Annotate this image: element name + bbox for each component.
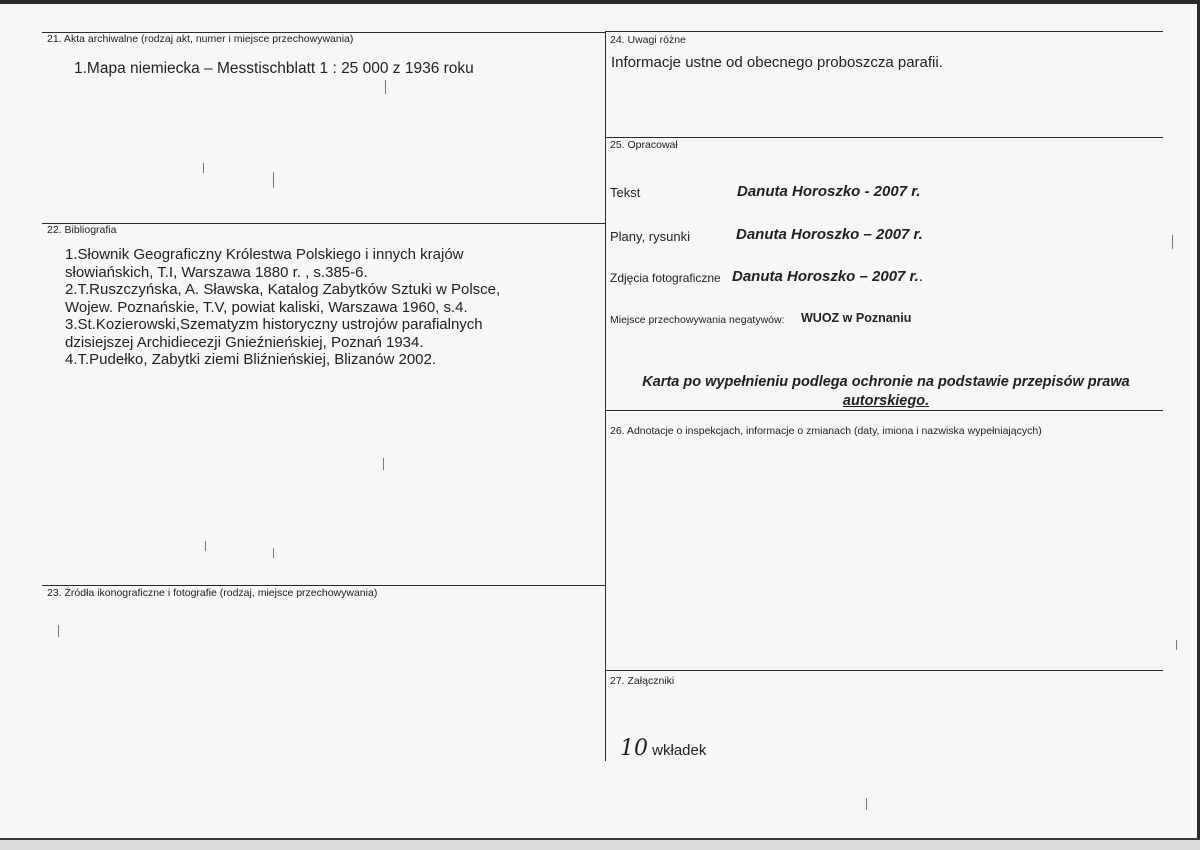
section-21-label: 21. Akta archiwalne (rodzaj akt, numer i miejsce przechowywania) (47, 33, 354, 45)
divider-24-25 (605, 137, 1163, 138)
tekst-label: Tekst (610, 185, 641, 200)
scan-speck (58, 625, 59, 637)
copyright-line-2: autorskiego. (842, 393, 930, 409)
scan-speck (866, 798, 867, 810)
section-21-content: 1.Mapa niemiecka – Messtischblatt 1 : 25 000 z 1936 roku (74, 60, 474, 77)
bibliography-entry-continuation: słowiańskich, T.I, Warszawa 1880 r. , s.385-6. (65, 263, 368, 281)
scan-speck (203, 163, 204, 173)
bibliography-entry-continuation: Wojew. Poznańskie, T.V, powiat kaliski, Warszawa 1960, s.4. (65, 298, 468, 316)
bibliography-entry (65, 281, 500, 316)
bibliography-entry-continuation: dzisiejszej Archidiecezji Gnieźnieńskiej, Poznań 1934. (65, 333, 424, 351)
attachments-text: wkładek (652, 742, 707, 759)
bibliography-entry-line: 2.T.Ruszczyńska, A. Sławska, Katalog Zabytków Sztuki w Polsce, (65, 281, 501, 298)
section-22-label: 22. Bibliografia (47, 224, 117, 236)
zdjecia-suffix: . (918, 268, 923, 285)
scan-speck (1172, 235, 1173, 249)
plany-label: Plany, rysunki (610, 229, 690, 244)
attachments-count: 10 (620, 736, 648, 761)
scan-edge-bottom-line (0, 838, 1200, 840)
zdjecia-label: Zdjęcia fotograficzne (610, 271, 721, 285)
divider-22-23 (42, 585, 605, 586)
tekst-value: Danuta Horoszko - 2007 r. (737, 183, 921, 200)
scan-speck (385, 80, 386, 94)
scan-speck (273, 548, 274, 558)
miejsce-value: WUOZ w Poznaniu (801, 311, 912, 325)
copyright-line-1: Karta po wypełnieniu podlega ochronie na podstawie przepisów prawa (642, 374, 1130, 390)
attachments-content (620, 736, 706, 761)
copyright-notice (610, 373, 1162, 411)
bibliography-list (65, 246, 500, 369)
bibliography-entry (65, 316, 500, 351)
section-24-content: Informacje ustne od obecnego proboszcza parafii. (611, 54, 943, 71)
bibliography-entry-line: 4.T.Pudełko, Zabytki ziemi Bliźnieńskiej, Blizanów 2002. (65, 351, 437, 368)
section-26-label: 26. Adnotacje o inspekcjach, informacje o zmianach (daty, imiona i nazwiska wypełniających) (610, 425, 1042, 437)
divider-26-27 (605, 670, 1163, 671)
section-24-label: 24. Uwagi różne (610, 34, 686, 46)
section-27-label: 27. Załączniki (610, 675, 675, 687)
top-rule-right (605, 31, 1163, 32)
bibliography-entry (65, 246, 500, 281)
scan-speck (273, 172, 274, 188)
section-25-label: 25. Opracował (610, 139, 678, 151)
section-23-label: 23. Źródła ikonograficzne i fotografie (rodzaj, miejsce przechowywania) (47, 587, 378, 599)
bibliography-entry (65, 351, 500, 369)
bibliography-entry-line: 3.St.Kozierowski,Szematyzm historyczny ustrojów parafialnych (65, 316, 483, 333)
zdjecia-value-wrapper (732, 268, 923, 285)
plany-value: Danuta Horoszko – 2007 r. (736, 226, 923, 243)
scan-speck (205, 541, 206, 551)
zdjecia-value: Danuta Horoszko – 2007 r. (732, 268, 919, 285)
miejsce-label: Miejsce przechowywania negatywów: (610, 314, 785, 326)
scan-speck (1176, 640, 1177, 650)
divider-21-22 (42, 223, 605, 224)
center-divider (605, 31, 606, 761)
scan-speck (383, 458, 384, 470)
bibliography-entry-line: 1.Słownik Geograficzny Królestwa Polskiego i innych krajów (65, 246, 464, 263)
scan-edge-top (0, 0, 1200, 4)
